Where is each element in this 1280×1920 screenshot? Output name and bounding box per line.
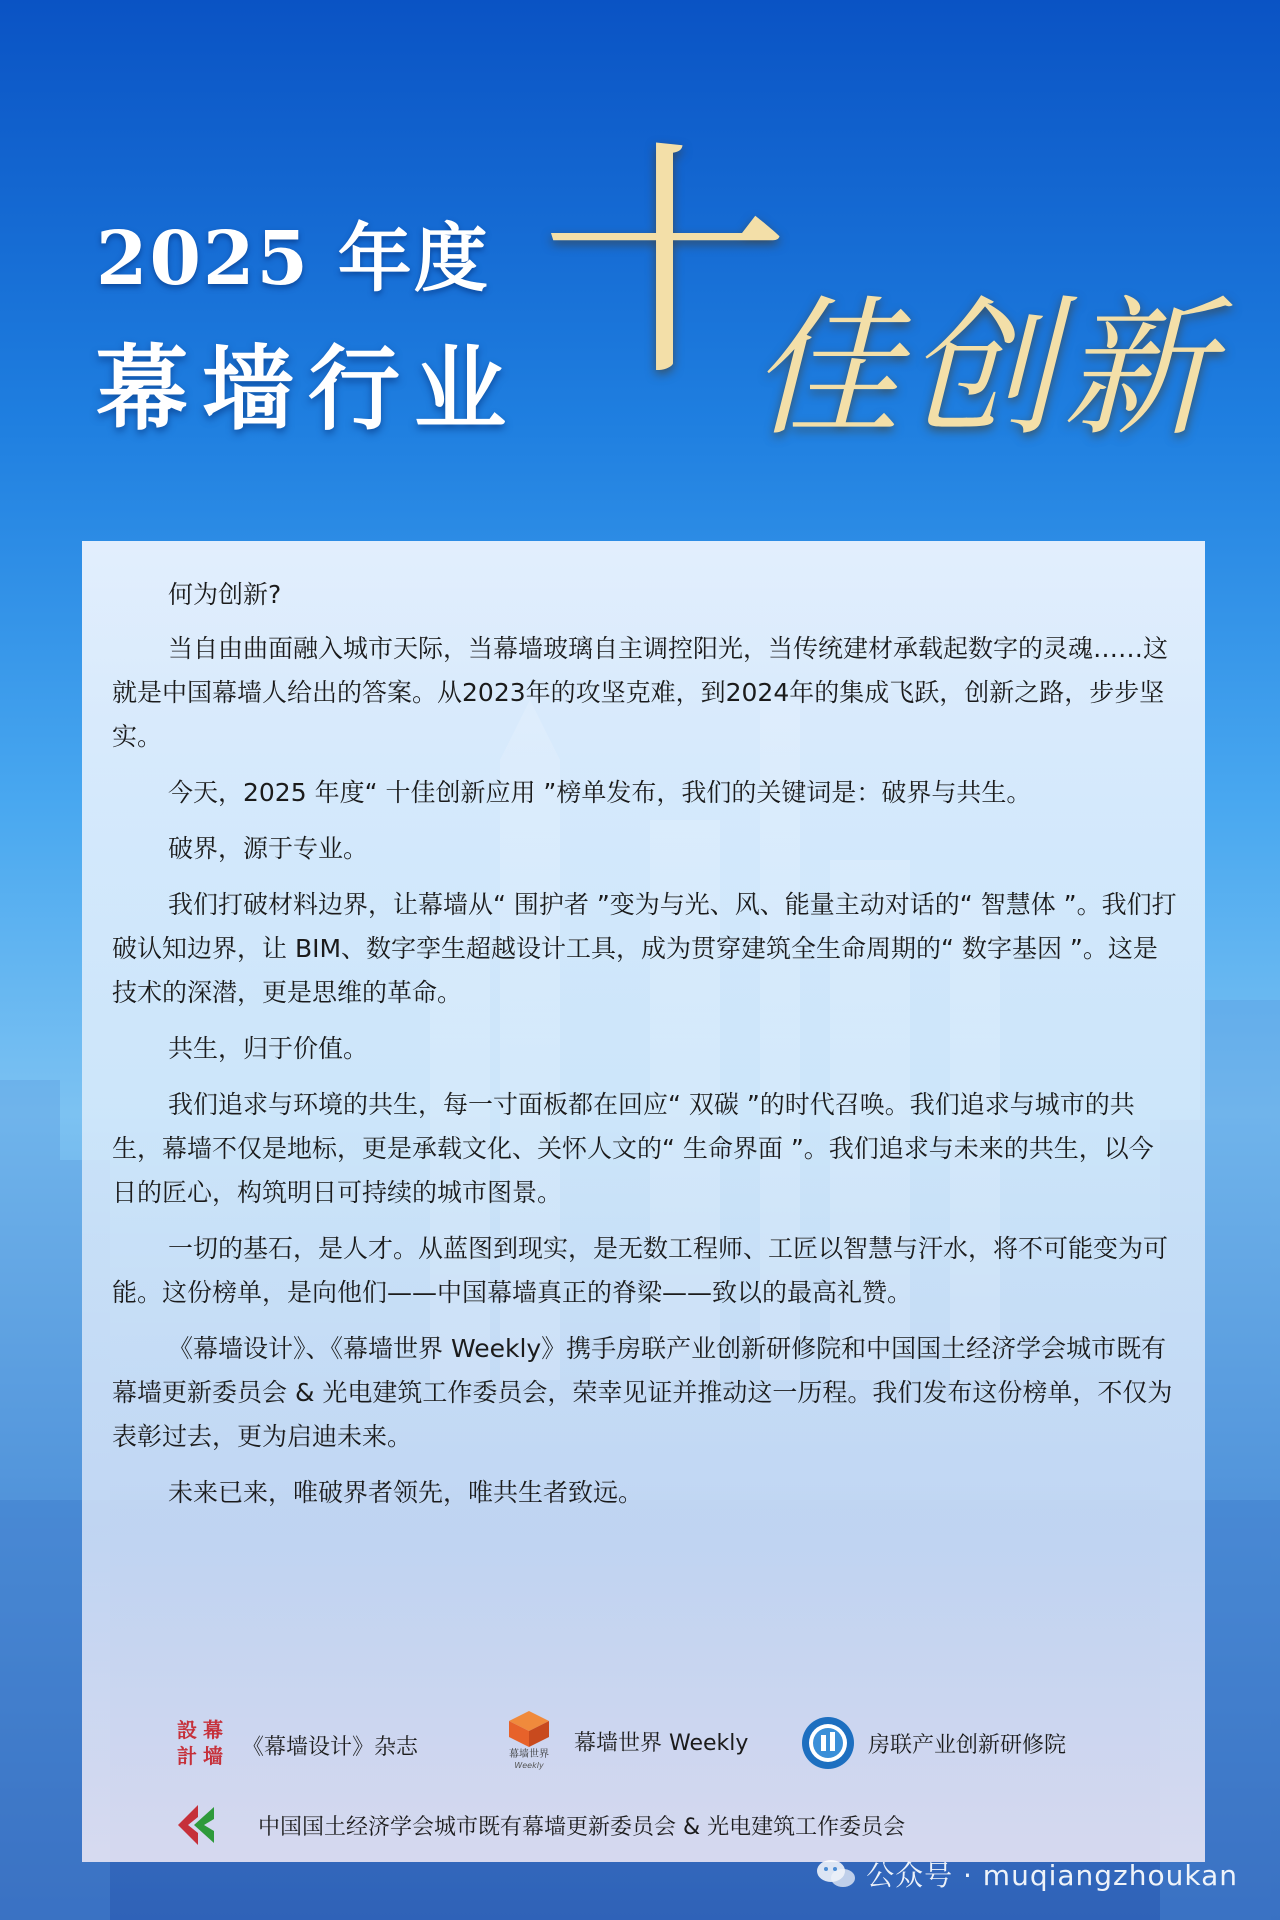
golden-title-ten: 十 (540, 119, 790, 410)
golden-title (540, 119, 1220, 480)
sponsor-logos (82, 1691, 1205, 1861)
magazine-logo-item (174, 1719, 418, 1771)
committee-name: 中国国土经济学会城市既有幕墙更新委员会 & 光电建筑工作委员会 (258, 1814, 906, 1840)
committee-arrow-icon (174, 1803, 222, 1847)
magazine-name: 《幕墙设计》杂志 (242, 1734, 419, 1760)
wechat-watermark (816, 1854, 1238, 1894)
mw-weekly-cube-icon (502, 1709, 556, 1773)
poster-header (0, 0, 1280, 540)
committee-logo-item (174, 1803, 905, 1847)
year-title: 2025 年度 (96, 216, 490, 302)
watermark-text: 公众号 · muqiangzhoukan (866, 1859, 1238, 1892)
fanglian-logo-item (800, 1715, 1066, 1771)
paragraph: 今天，2025 年度“ 十佳创新应用 ”榜单发布，我们的关键词是：破界与共生。 (168, 778, 1032, 807)
fanglian-name: 房联产业创新研修院 (868, 1732, 1067, 1758)
article-body (112, 573, 1177, 1527)
paragraph: 我们打破材料边界，让幕墙从“ 围护者 ”变为与光、风、能量主动对话的“ 智慧体 ”。我们打破认知边界，让 BIM、数字孪生超越设计工具，成为贯穿建筑全生命周期的“ 数字基因 ”。这是技术的深潜，更是思维的革命。 (112, 890, 1177, 1007)
title-left-block (96, 200, 520, 448)
content-panel (82, 541, 1205, 1862)
paragraph: 我们追求与环境的共生，每一寸面板都在回应“ 双碳 ”的时代召唤。我们追求与城市的共生，幕墙不仅是地标，更是承载文化、关怀人文的“ 生命界面 ”。我们追求与未来的共生，以今日的匠心，构筑明日可持续的城市图景。 (112, 1090, 1154, 1207)
paragraph: 共生，归于价值。 (168, 1034, 369, 1063)
mw-weekly-logo-item (502, 1709, 748, 1773)
paragraph: 未来已来，唯破界者领先，唯共生者致远。 (168, 1478, 644, 1507)
fanglian-emblem-icon (800, 1715, 856, 1771)
magazine-seal-icon: 設 幕 計 墙 (177, 1718, 223, 1768)
paragraph: 《幕墙设计》、《幕墙世界 Weekly》携手房联产业创新研修院和中国国土经济学会城市既有幕墙更新委员会 & 光电建筑工作委员会，荣幸见证并推动这一历程。我们发布这份榜单，不仅为表彰过去，更为启迪未来。 (112, 1334, 1173, 1451)
paragraph: 何为创新? (168, 580, 282, 609)
mw-logo-weekly-text: Weekly (514, 1761, 544, 1770)
golden-title-rest: 佳创新 (750, 283, 1219, 457)
mw-weekly-name: 幕墙世界 Weekly (574, 1730, 749, 1756)
mw-logo-small-text: 幕墙世界 (509, 1749, 549, 1760)
paragraph: 破界，源于专业。 (168, 834, 369, 863)
paragraph: 一切的基石，是人才。从蓝图到现实，是无数工程师、工匠以智慧与汗水，将不可能变为可能。这份榜单，是向他们——中国幕墙真正的脊梁——致以的最高礼赞。 (112, 1234, 1169, 1307)
industry-title: 幕墙行业 (96, 335, 521, 443)
wechat-icon (816, 1857, 856, 1891)
paragraph: 当自由曲面融入城市天际，当幕墙玻璃自主调控阳光，当传统建材承载起数字的灵魂……这就是中国幕墙人给出的答案。从2023年的攻坚克难，到2024年的集成飞跃，创新之路，步步坚实。 (112, 634, 1169, 751)
